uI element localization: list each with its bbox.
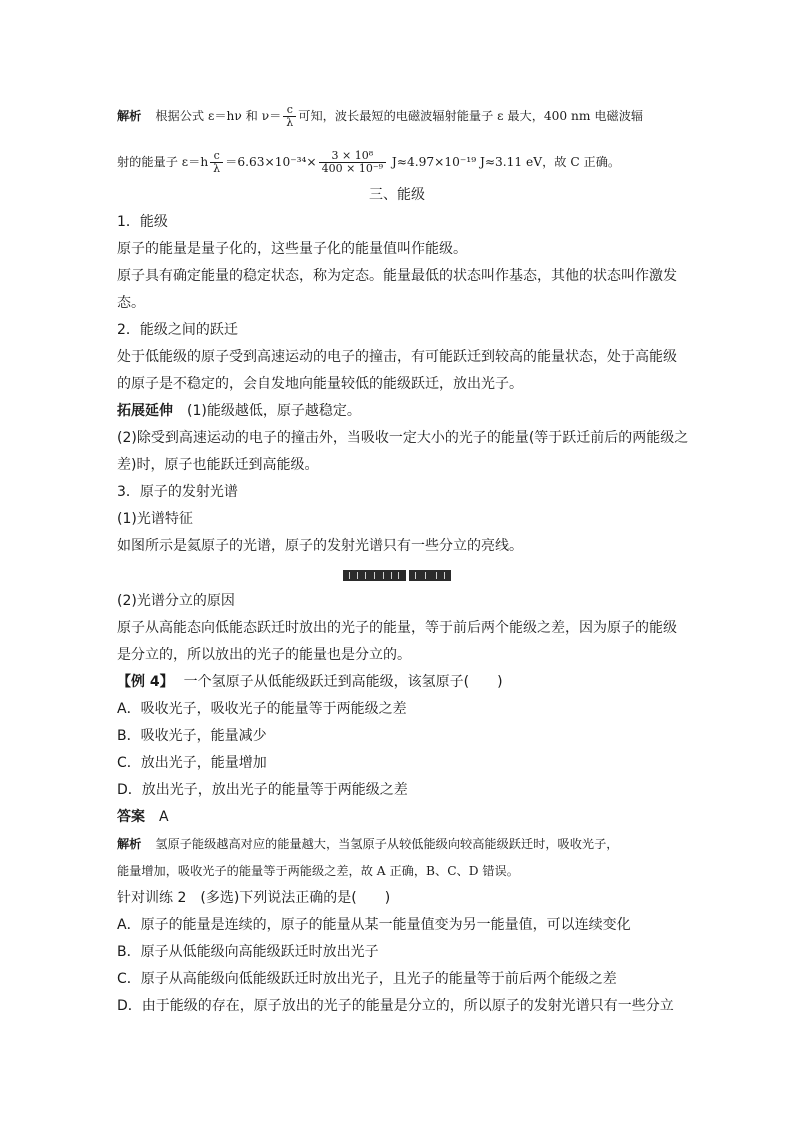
option-c: C．放出光子，能量增加: [117, 755, 267, 771]
analysis-label: 解析: [117, 109, 142, 123]
option-b: B．吸收光子，能量减少: [117, 728, 267, 744]
extension-label: 拓展延伸: [117, 403, 173, 419]
option-d: D．放出光子，放出光子的能量等于两能级之差: [117, 782, 408, 798]
option-c: C．原子从高能级向低能级跃迁时放出光子，且光子的能量等于前后两个能级之差: [117, 971, 617, 987]
answer-label: 答案: [117, 809, 145, 825]
option-d: D．由于能级的存在，原子放出的光子的能量是分立的，所以原子的发射光谱只有一些分立: [117, 998, 674, 1014]
spectrum-line: [365, 572, 366, 579]
analysis-text: J≈4.97×10⁻¹⁹ J≈3.11 eV，故 C 正确。: [388, 155, 621, 169]
spectrum-divider: [406, 570, 409, 581]
example-question: [117, 672, 682, 692]
paragraph: 处于低能级的原子受到高速运动的电子的撞击，有可能跃迁到较高的能量状态，处于高能级: [117, 349, 677, 365]
paragraph: 如图所示是氦原子的光谱，原子的发射光谱只有一些分立的亮线。: [117, 538, 523, 554]
spectrum-line: [391, 572, 392, 579]
paragraph: 原子从高能态向低能态跃迁时放出的光子的能量，等于前后两个能级之差，因为原子的能级: [117, 620, 677, 636]
spectrum-line: [349, 572, 350, 579]
paragraph: 是分立的，所以放出的光子的能量也是分立的。: [117, 647, 411, 663]
answer-line: [117, 807, 682, 827]
paragraph: 态。: [117, 295, 145, 311]
fraction-numeric: $\frac{\text{3 × 10⁸}}{\text{400 × 10⁻⁹}}$: [319, 150, 386, 175]
option-a: A．吸收光子，吸收光子的能量等于两能级之差: [117, 701, 407, 717]
spectrum-line: [444, 572, 445, 579]
training-question: 针对训练 2 (多选)下列说法正确的是( ): [117, 890, 391, 906]
analysis-text: ＝6.63×10⁻³⁴×: [225, 155, 317, 169]
analysis-line-3: [117, 834, 682, 854]
analysis-text: 射的能量子 ε＝h: [117, 155, 209, 169]
extension-line: [117, 401, 682, 421]
sub-heading: (1)光谱特征: [117, 511, 193, 527]
sub-heading: (2)光谱分立的原因: [117, 593, 235, 609]
spectrum-line: [398, 572, 399, 579]
extension-text: (1)能级越低，原子越稳定。: [187, 403, 361, 419]
analysis-line-1: [117, 104, 682, 129]
paragraph: 原子的能量是量子化的，这些量子化的能量值叫作能级。: [117, 241, 467, 257]
answer-value: A: [159, 809, 169, 825]
option-a: A．原子的能量是连续的，原子的能量从某一能量值变为另一能量值，可以连续变化: [117, 917, 631, 933]
subsection-title: 2．能级之间的跃迁: [117, 322, 238, 338]
paragraph: (2)除受到高速运动的电子的撞击外，当吸收一定大小的光子的能量(等于跃迁前后的两能级之: [117, 430, 689, 446]
analysis-line-2: [117, 150, 682, 175]
analysis-text: 根据公式 ε＝hν 和 ν＝: [155, 109, 282, 123]
analysis-text: 可知，波长最短的电磁波辐射能量子 ε 最大，400 nm 电磁波辐: [298, 109, 644, 123]
analysis-line-4: 能量增加，吸收光子的能量等于两能级之差，故 A 正确，B、C、D 错误。: [117, 864, 519, 878]
spectrum-line: [357, 572, 358, 579]
subsection-title: 3．原子的发射光谱: [117, 484, 238, 500]
spectrum-line: [415, 572, 416, 579]
paragraph: 的原子是不稳定的，会自发地向能量较低的能级跃迁，放出光子。: [117, 376, 523, 392]
spectrum-line: [436, 572, 437, 579]
paragraph: 原子具有确定能量的稳定状态，称为定态。能量最低的状态叫作基态，其他的状态叫作激发: [117, 268, 677, 284]
example-text: 一个氢原子从低能级跃迁到高能级，该氢原子( ): [183, 674, 503, 690]
spectrum-line: [383, 572, 384, 579]
subsection-title: 1．能级: [117, 214, 168, 230]
helium-spectrum-image: [343, 570, 451, 581]
option-b: B．原子从低能级向高能级跃迁时放出光子: [117, 944, 379, 960]
fraction-c-over-lambda: $\frac{c}{\lambda}$: [210, 150, 223, 175]
paragraph: 差)时，原子也能跃迁到高能级。: [117, 457, 319, 473]
spectrum-line: [425, 572, 426, 579]
section-title: 三、能级: [369, 187, 425, 203]
analysis-label: 解析: [117, 837, 142, 851]
spectrum-line: [374, 572, 375, 579]
analysis-text: 氢原子能级越高对应的能量越大，当氢原子从较低能级向较高能级跃迁时，吸收光子，: [155, 837, 619, 851]
fraction-c-over-lambda: $\frac{c}{\lambda}$: [283, 104, 296, 129]
example-label: 【例 4】: [117, 674, 174, 690]
